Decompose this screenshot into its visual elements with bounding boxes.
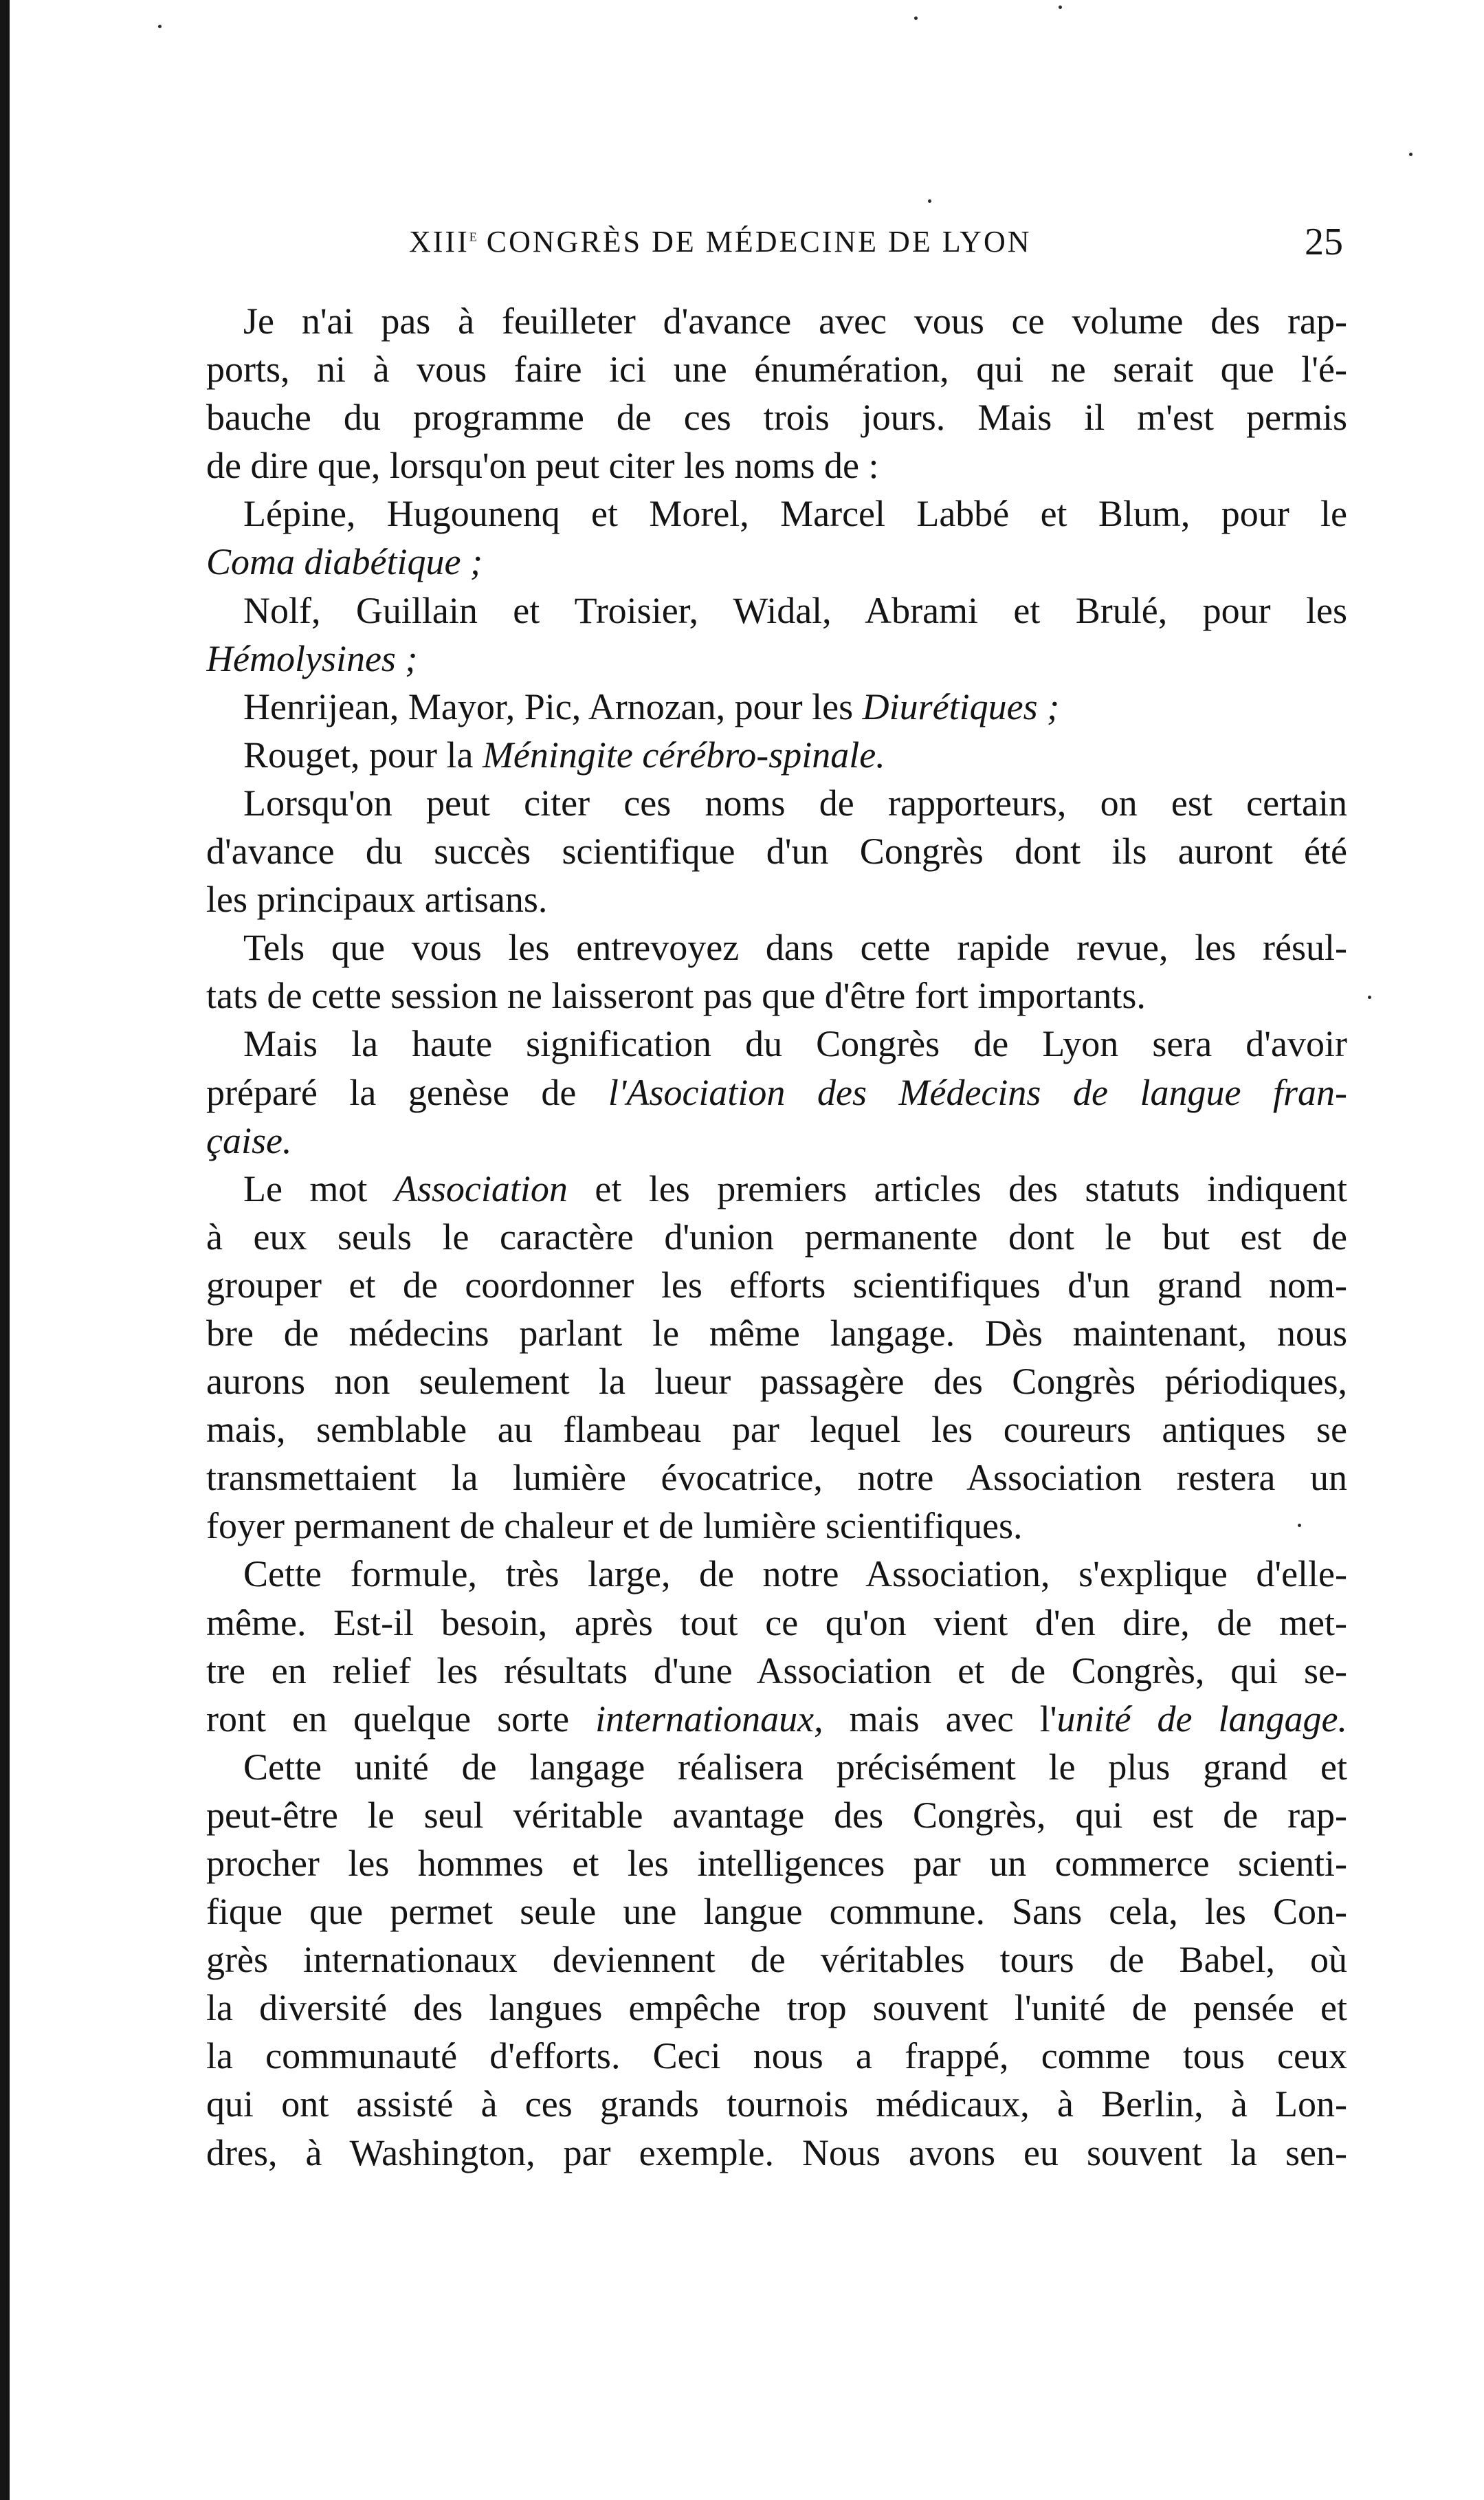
text-line: les principaux artisans. [206, 879, 548, 921]
binding-edge [0, 0, 10, 2500]
paragraph-association [206, 1165, 1347, 1550]
running-header [206, 221, 1347, 272]
phrase-unite-de-langage: unité de langage. [1056, 1698, 1347, 1740]
body-text [206, 297, 1347, 2177]
text-line: Cette unité de langage réalisera précisément le plus grand et [243, 1746, 1347, 1788]
running-head-superscript: e [469, 225, 477, 245]
text-line: Rouget, pour la Méningite cérébro-spinale. [243, 734, 885, 776]
text-line: qui ont assisté à ces grands tournois médicaux, à Berlin, à Lon- [206, 2083, 1347, 2125]
text-line: Henrijean, Mayor, Pic, Arnozan, pour les Diurétiques ; [243, 686, 1060, 727]
topic-coma: Coma diabétique ; [206, 541, 483, 583]
word-internationaux: internationaux, [595, 1698, 823, 1740]
text-line: Nolf, Guillain et Troisier, Widal, Abrami et Brulé, pour les [243, 589, 1347, 631]
text-line: foyer permanent de chaleur et de lumière scientifiques. [206, 1505, 1023, 1547]
text-line: transmettaient la lumière évocatrice, notre Association restera un [206, 1457, 1347, 1499]
text-line: à eux seuls le caractère d'union permanente dont le but est de [206, 1216, 1347, 1258]
text-line: grouper et de coordonner les efforts scientifiques d'un grand nom- [206, 1264, 1347, 1306]
text-line: fique que permet seule une langue commune. Sans cela, les Con- [206, 1891, 1347, 1933]
scan-speck [158, 25, 162, 28]
scan-speck [1298, 1524, 1301, 1527]
text-line: peut-être le seul véritable avantage des Congrès, qui est de rap- [206, 1794, 1347, 1836]
text-line: de dire que, lorsqu'on peut citer les noms de : [206, 445, 879, 487]
text-line: çaise. [206, 1119, 292, 1161]
scan-speck [1059, 6, 1062, 9]
paragraph-formule [206, 1550, 1347, 1742]
paragraph-succes [206, 779, 1347, 923]
text-line: Je n'ai pas à feuilleter d'avance avec vous ce volume des rap- [243, 300, 1347, 342]
text-line [206, 538, 1347, 586]
text-line: bre de médecins parlant le même langage. Dès maintenant, nous [206, 1312, 1347, 1354]
text-line: préparé la genèse de l'Asociation des Médecins de langue fran- [206, 1071, 1347, 1113]
text-line: Le mot Association et les premiers articles des statuts indiquent [243, 1167, 1347, 1209]
text-line: Mais la haute signification du Congrès de Lyon sera d'avoir [243, 1023, 1347, 1065]
running-head [409, 224, 1032, 259]
running-head-numeral: XIII [409, 225, 469, 259]
text-line: grès internationaux deviennent de véritables tours de Babel, où [206, 1939, 1347, 1981]
paragraph-unite [206, 1743, 1347, 2177]
paragraph-resultats [206, 923, 1347, 1020]
text-line: la diversité des langues empêche trop souvent l'unité de pensée et [206, 1987, 1347, 2029]
text-line: Cette formule, très large, de notre Association, s'explique d'elle- [243, 1553, 1347, 1595]
text-line: aurons non seulement la lueur passagère des Congrès périodiques, [206, 1361, 1347, 1403]
text-line: Lépine, Hugounenq et Morel, Marcel Labbé et Blum, pour le [243, 493, 1347, 535]
paragraph-signification [206, 1020, 1347, 1164]
text-line: Tels que vous les entrevoyez dans cette rapide revue, les résul- [243, 927, 1347, 969]
text-line: procher les hommes et les intelligences par un commerce scienti- [206, 1843, 1347, 1884]
scan-speck [1409, 153, 1413, 156]
word-association: Association [394, 1167, 568, 1209]
text-line: mais, semblable au flambeau par lequel les coureurs antiques se [206, 1409, 1347, 1451]
text-line: bauche du programme de ces trois jours. Mais il m'est permis [206, 397, 1347, 439]
scan-speck [914, 17, 918, 20]
association-name: l'Asociation des Médecins de langue fran- [608, 1071, 1347, 1113]
text-line: tats de cette session ne laisseront pas que d'être fort importants. [206, 975, 1146, 1017]
text-line: dres, à Washington, par exemple. Nous avons eu souvent la sen- [206, 2131, 1347, 2173]
topic-hemolysines: Hémolysines ; [206, 637, 418, 679]
paragraph-intro [206, 297, 1347, 490]
text-line: ront en quelque sorte internationaux, mais avec l'unité de langage. [206, 1698, 1347, 1740]
text-line: d'avance du succès scientifique d'un Congrès dont ils auront été [206, 831, 1347, 873]
topic-diuretiques: Diurétiques ; [862, 686, 1060, 727]
running-head-title: CONGRÈS DE MÉDECINE DE LYON [486, 225, 1032, 259]
text-line: tre en relief les résultats d'une Association et de Congrès, qui se- [206, 1649, 1347, 1691]
text-line: ports, ni à vous faire ici une énumération, qui ne serait que l'é- [206, 349, 1347, 391]
topic-meningite: Méningite cérébro-spinale. [482, 734, 885, 776]
page-number: 25 [1305, 221, 1343, 263]
text-line [206, 635, 1347, 683]
paragraph-rapporteurs [206, 490, 1347, 779]
text-line: la communauté d'efforts. Ceci nous a frappé, comme tous ceux [206, 2035, 1347, 2077]
text-line: même. Est-il besoin, après tout ce qu'on vient d'en dire, de met- [206, 1601, 1347, 1643]
scan-speck [1368, 996, 1371, 999]
text-line: Lorsqu'on peut citer ces noms de rapporteurs, on est certain [243, 782, 1347, 824]
scan-speck [928, 199, 931, 203]
